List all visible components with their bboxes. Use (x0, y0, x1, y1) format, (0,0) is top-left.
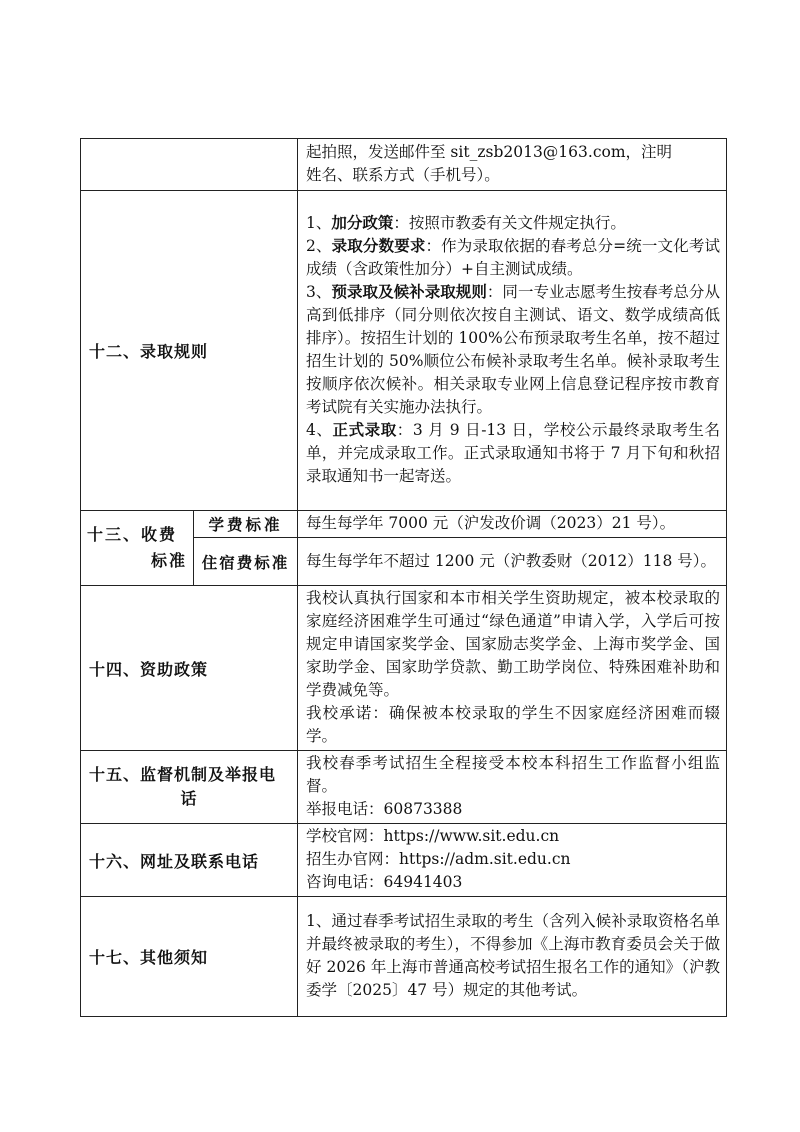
rule-heading: 加分政策 (331, 214, 394, 232)
table-row (81, 824, 727, 897)
content-cell (298, 191, 727, 511)
continuation-line: 起拍照，发送邮件至 sit_zsb2013@163.com，注明 (306, 143, 673, 161)
table-row (81, 751, 727, 824)
rule-text: ：3 月 9 日-13 日，学校公示最终录取考生名单，并完成录取工作。正式录取通知书将于 7 月下旬和秋招录取通知书一起寄送。 (306, 421, 720, 485)
table-row (81, 586, 727, 751)
rule-text: ：按照市教委有关文件规定执行。 (393, 214, 626, 232)
dorm-fee-label: 住宿费标准 (194, 538, 298, 586)
tuition-label: 学费标准 (194, 511, 298, 538)
rule-paragraph (306, 419, 720, 488)
section-label-line: 十三、收费 (87, 525, 178, 544)
content-cell (298, 897, 727, 1017)
rule-heading: 正式录取 (332, 421, 397, 439)
supervision-paragraph: 我校春季考试招生全程接受本校本科招生工作监督小组监督。 (306, 754, 720, 795)
content-cell (298, 139, 727, 191)
section-label (81, 751, 298, 824)
tuition-value: 每生每学年 7000 元（沪发改价调（2023）21 号）。 (298, 511, 727, 538)
rule-paragraph (306, 212, 720, 235)
rule-number: 4、 (306, 421, 333, 439)
admission-rules-table (80, 138, 727, 1017)
section-label: 十六、网址及联系电话 (81, 824, 298, 897)
section-label (81, 511, 194, 586)
section-label-line: 十五、监督机制及举报电 (89, 765, 277, 784)
table-row (81, 139, 727, 191)
rule-heading: 预录取及候补录取规则 (331, 283, 487, 301)
school-website: 学校官网：https://www.sit.edu.cn (306, 827, 560, 845)
rule-number: 3、 (306, 283, 332, 301)
table-row (81, 897, 727, 1017)
rule-number: 1、 (306, 214, 332, 232)
dorm-fee-value: 每生每学年不超过 1200 元（沪教委财（2012）118 号）。 (298, 538, 727, 586)
continuation-line: 姓名、联系方式（手机号）。 (306, 166, 500, 184)
section-label: 十二、录取规则 (81, 191, 298, 511)
report-phone: 举报电话：60873388 (306, 800, 463, 818)
rule-paragraph (306, 235, 720, 281)
rule-number: 2、 (306, 237, 332, 255)
table-row (81, 191, 727, 511)
policy-paragraph: 我校认真执行国家和本市相关学生资助规定，被本校录取的家庭经济困难学生可通过“绿色通道”申请入学，入学后可按规定申请国家奖学金、国家励志奖学金、上海市奖学金、国家助学金、国家助学贷款、勤工助学岗位、特殊困难补助和学费减免等。 (306, 589, 720, 699)
section-label: 十七、其他须知 (81, 897, 298, 1017)
content-cell (298, 586, 727, 751)
rule-text: ：同一专业志愿考生按春考总分从高到低排序（同分则依次按自主测试、语文、数学成绩高低排序）。按招生计划的 100%公布预录取考生名单，按不超过招生计划的 50%顺位公布候补录取考生名单。候补录取考生按顺序依次候补。相关录取专业网上信息登记程序按市教育考试院有关实施办法执行。 (306, 283, 720, 416)
policy-paragraph: 我校承诺：确保被本校录取的学生不因家庭经济困难而辍学。 (306, 704, 720, 745)
notice-paragraph: 1、通过春季考试招生录取的考生（含列入候补录取资格名单并最终被录取的考生），不得参加《上海市教育委员会关于做好 2026 年上海市普通高校考试招生报名工作的通知》（沪教委学〔2025〕47 号）规定的其他考试。 (306, 912, 720, 999)
rule-paragraph (306, 281, 720, 419)
consult-phone: 咨询电话：64941403 (306, 873, 463, 891)
admissions-website: 招生办官网：https://adm.sit.edu.cn (306, 850, 571, 868)
content-cell (298, 751, 727, 824)
section-label: 十四、资助政策 (81, 586, 298, 751)
section-label-line: 标准 (150, 551, 187, 570)
section-label-line: 话 (180, 789, 198, 808)
label-cell-empty (81, 139, 298, 191)
table-row (81, 511, 727, 538)
rule-heading: 录取分数要求 (331, 237, 426, 255)
rule-text: ：作为录取依据的春考总分=统一文化考试成绩（含政策性加分）+自主测试成绩。 (306, 237, 720, 278)
content-cell (298, 824, 727, 897)
